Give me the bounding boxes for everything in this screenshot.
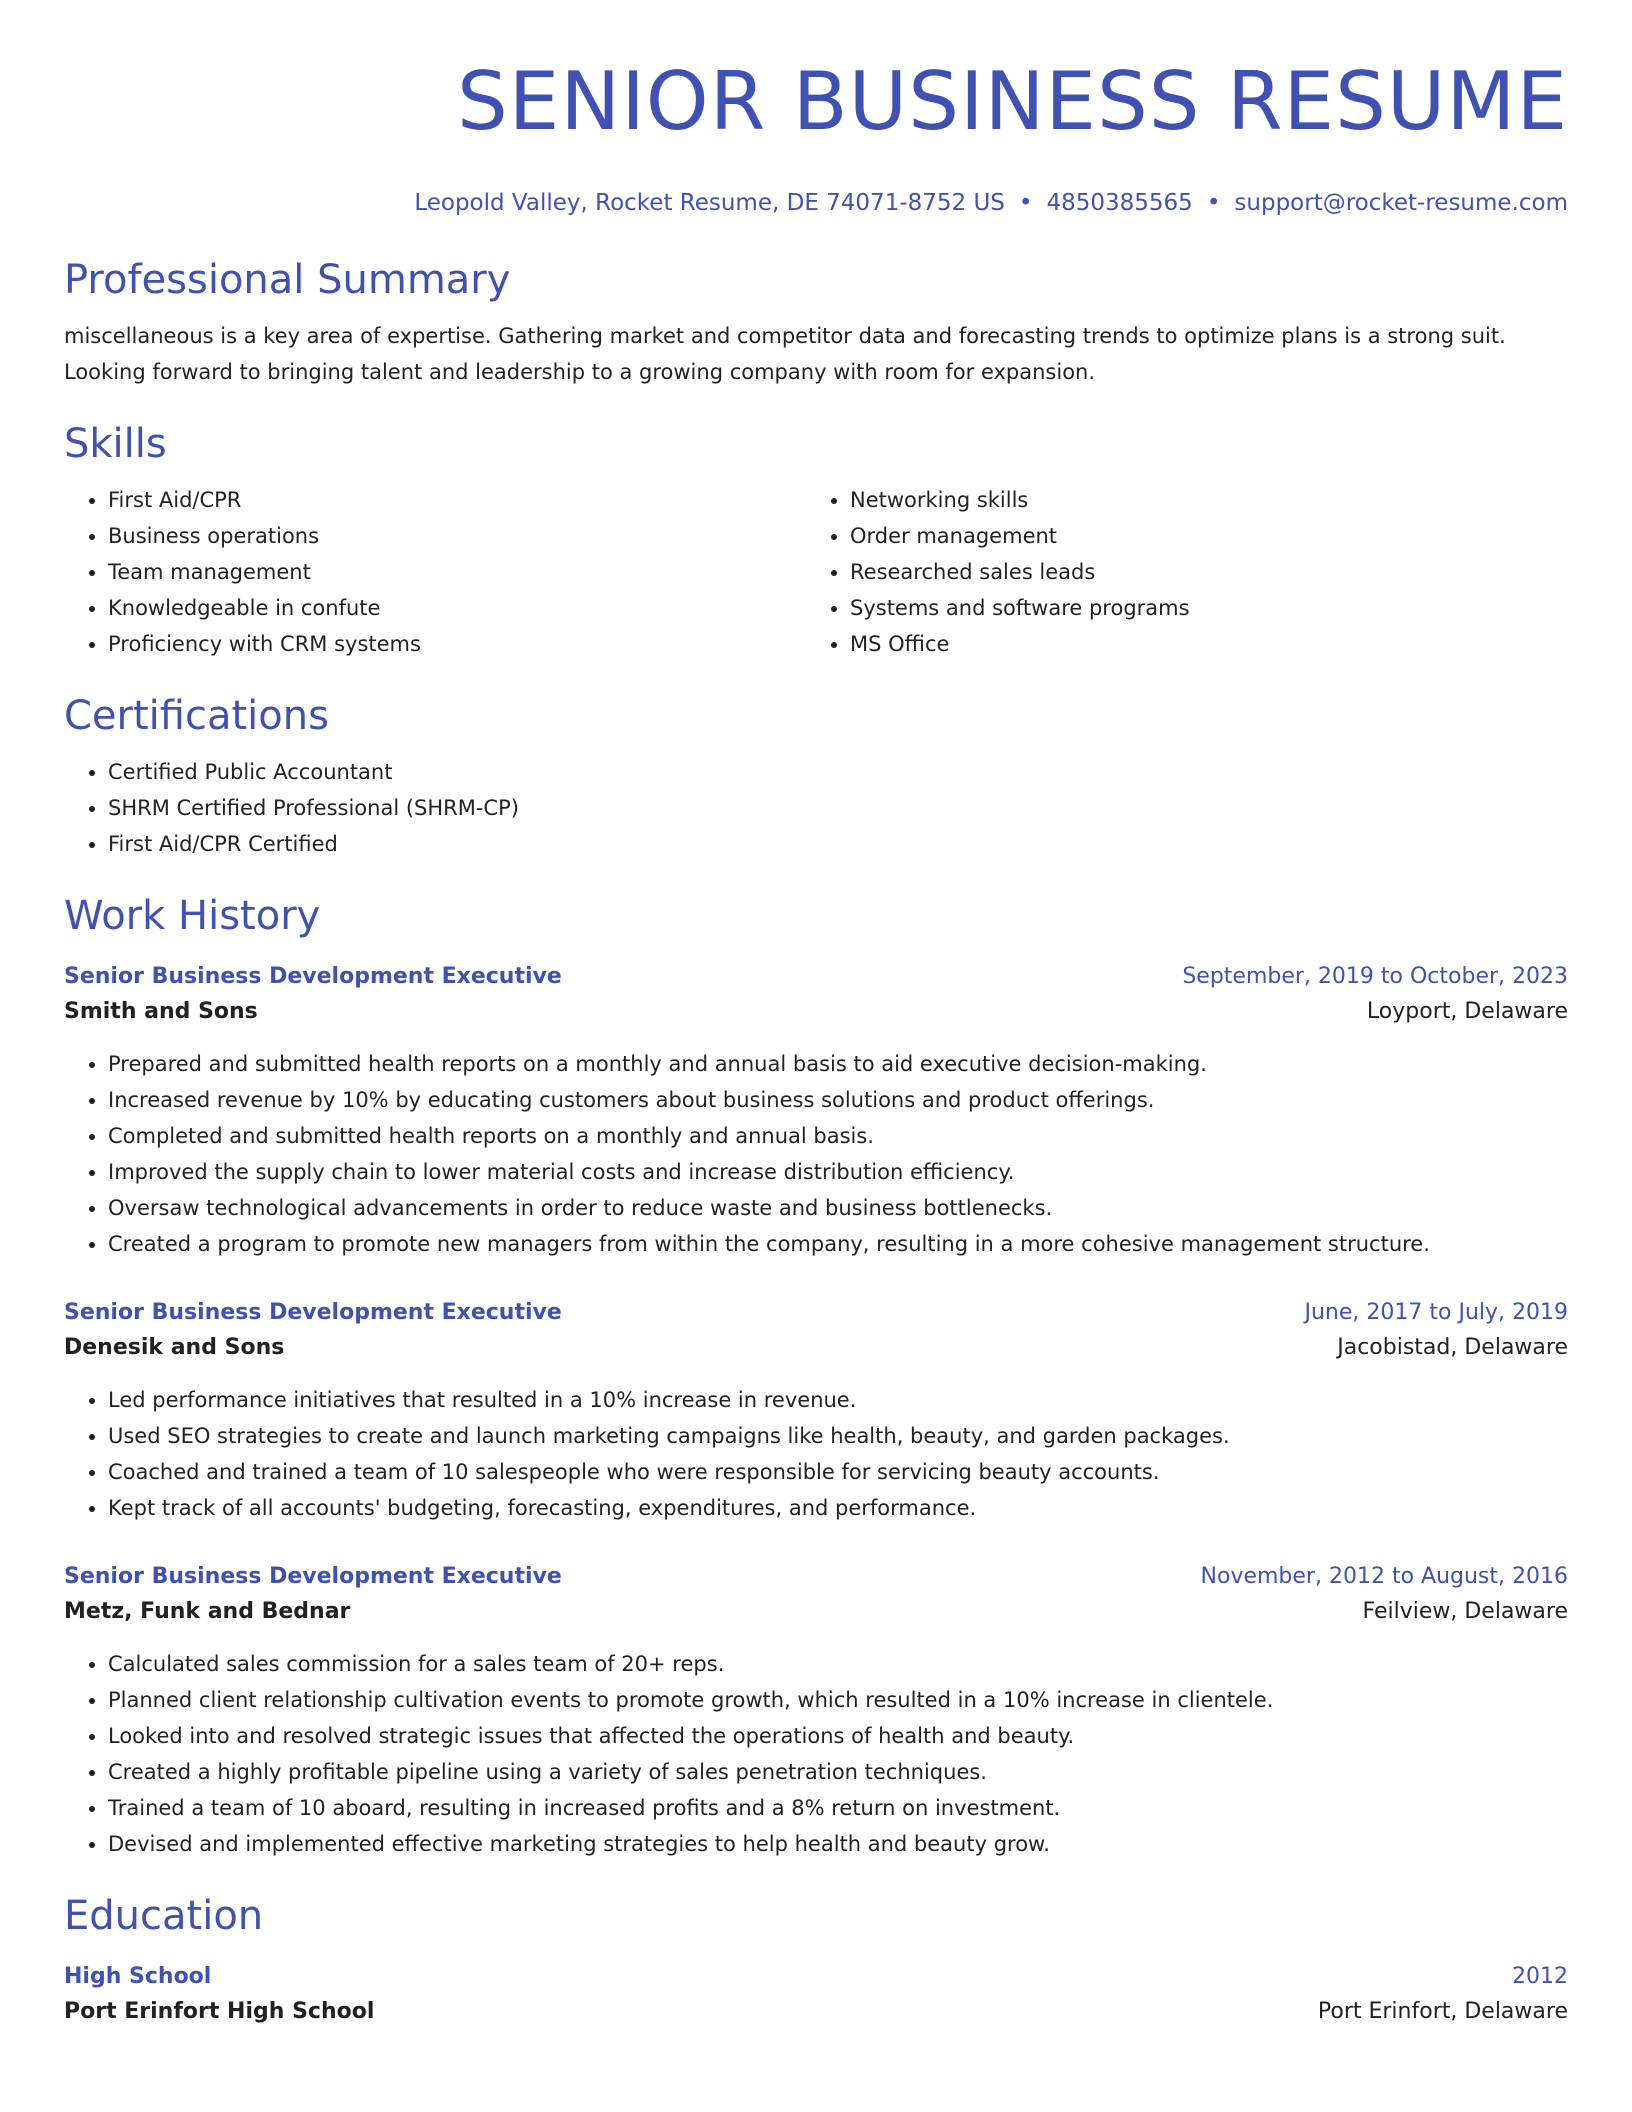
contact-address: Leopold Valley, Rocket Resume, DE 74071-8752 US [414,190,1005,216]
job-dates: September, 2019 to October, 2023 [1182,964,1568,989]
job-title: Senior Business Development Executive [64,964,562,989]
education-heading: Education [64,1893,264,1939]
job-company: Metz, Funk and Bednar [64,1599,351,1624]
job-bullet: • Used SEO strategies to create and launch marketing campaigns like health, beauty, and garden packages. [108,1418,1568,1454]
job-bullet: • Kept track of all accounts' budgeting, forecasting, expenditures, and performance. [108,1490,1568,1526]
job-title: Senior Business Development Executive [64,1300,562,1325]
skill-item: • Researched sales leads [850,554,1548,590]
job-bullet: • Created a program to promote new managers from within the company, resulting in a more cohesive management structure. [108,1226,1568,1262]
certifications-list [64,754,1568,862]
job-location: Loyport, Delaware [1366,999,1568,1024]
job-entry [64,960,1568,1262]
summary-text: miscellaneous is a key area of expertise. Gathering market and competitor data and forecasting trends to optimize plans is a strong suit. Looking forward to bringing talent and leadership to a growing company with room for expansion. [64,324,1506,384]
education-school: Port Erinfort High School [64,1999,375,2024]
contact-separator: • [1206,190,1221,216]
work-history-heading: Work History [64,893,321,939]
skill-item: • Proficiency with CRM systems [108,626,806,662]
skills-list [64,482,1568,662]
certification-item: • First Aid/CPR Certified [108,826,1568,862]
resume-page [64,0,1568,2030]
certification-item: • SHRM Certified Professional (SHRM-CP) [108,790,1568,826]
skills-column-left [64,482,806,662]
certification-item: • Certified Public Accountant [108,754,1568,790]
contact-phone: 4850385565 [1046,190,1193,216]
job-bullets [64,1382,1568,1526]
job-dates: June, 2017 to July, 2019 [1304,1300,1568,1325]
job-bullet: • Created a highly profitable pipeline using a variety of sales penetration techniques. [108,1754,1568,1790]
skill-item: • Systems and software programs [850,590,1548,626]
contact-line [64,188,1568,218]
job-bullets [64,1646,1568,1862]
job-title: Senior Business Development Executive [64,1564,562,1589]
job-bullet: • Prepared and submitted health reports on a monthly and annual basis to aid executive decision-making. [108,1046,1568,1082]
summary-heading: Professional Summary [64,257,511,303]
skill-item: • Order management [850,518,1548,554]
job-bullet: • Led performance initiatives that resulted in a 10% increase in revenue. [108,1382,1568,1418]
skill-item: • Business operations [108,518,806,554]
job-entry [64,1296,1568,1526]
skill-item: • MS Office [850,626,1548,662]
education-year: 2012 [1512,1964,1568,1989]
job-bullet: • Coached and trained a team of 10 salespeople who were responsible for servicing beauty accounts. [108,1454,1568,1490]
education-entry [64,1960,1568,2030]
resume-title: SENIOR BUSINESS RESUME [457,55,1568,148]
job-entry [64,1560,1568,1862]
job-company: Smith and Sons [64,999,258,1024]
job-bullet: • Trained a team of 10 aboard, resulting in increased profits and a 8% return on investment. [108,1790,1568,1826]
job-bullet: • Devised and implemented effective marketing strategies to help health and beauty grow. [108,1826,1568,1862]
skill-item: • Networking skills [850,482,1548,518]
job-bullet: • Improved the supply chain to lower material costs and increase distribution efficiency. [108,1154,1568,1190]
job-dates: November, 2012 to August, 2016 [1200,1564,1568,1589]
job-bullet: • Looked into and resolved strategic issues that affected the operations of health and beauty. [108,1718,1568,1754]
skill-item: • First Aid/CPR [108,482,806,518]
education-degree: High School [64,1964,212,1989]
skills-column-right [806,482,1548,662]
job-bullet: • Increased revenue by 10% by educating customers about business solutions and product offerings. [108,1082,1568,1118]
job-bullet: • Calculated sales commission for a sales team of 20+ reps. [108,1646,1568,1682]
certifications-heading: Certifications [64,693,329,739]
skill-item: • Team management [108,554,806,590]
skills-heading: Skills [64,421,167,467]
contact-email: support@rocket-resume.com [1234,190,1568,216]
job-bullet: • Oversaw technological advancements in order to reduce waste and business bottlenecks. [108,1190,1568,1226]
skill-item: • Knowledgeable in confute [108,590,806,626]
education-location: Port Erinfort, Delaware [1317,1999,1568,2024]
job-location: Feilview, Delaware [1362,1599,1568,1624]
job-company: Denesik and Sons [64,1335,285,1360]
job-location: Jacobistad, Delaware [1337,1335,1568,1360]
job-bullets [64,1046,1568,1262]
job-bullet: • Planned client relationship cultivation events to promote growth, which resulted in a 10% increase in clientele. [108,1682,1568,1718]
job-bullet: • Completed and submitted health reports on a monthly and annual basis. [108,1118,1568,1154]
contact-separator: • [1018,190,1033,216]
